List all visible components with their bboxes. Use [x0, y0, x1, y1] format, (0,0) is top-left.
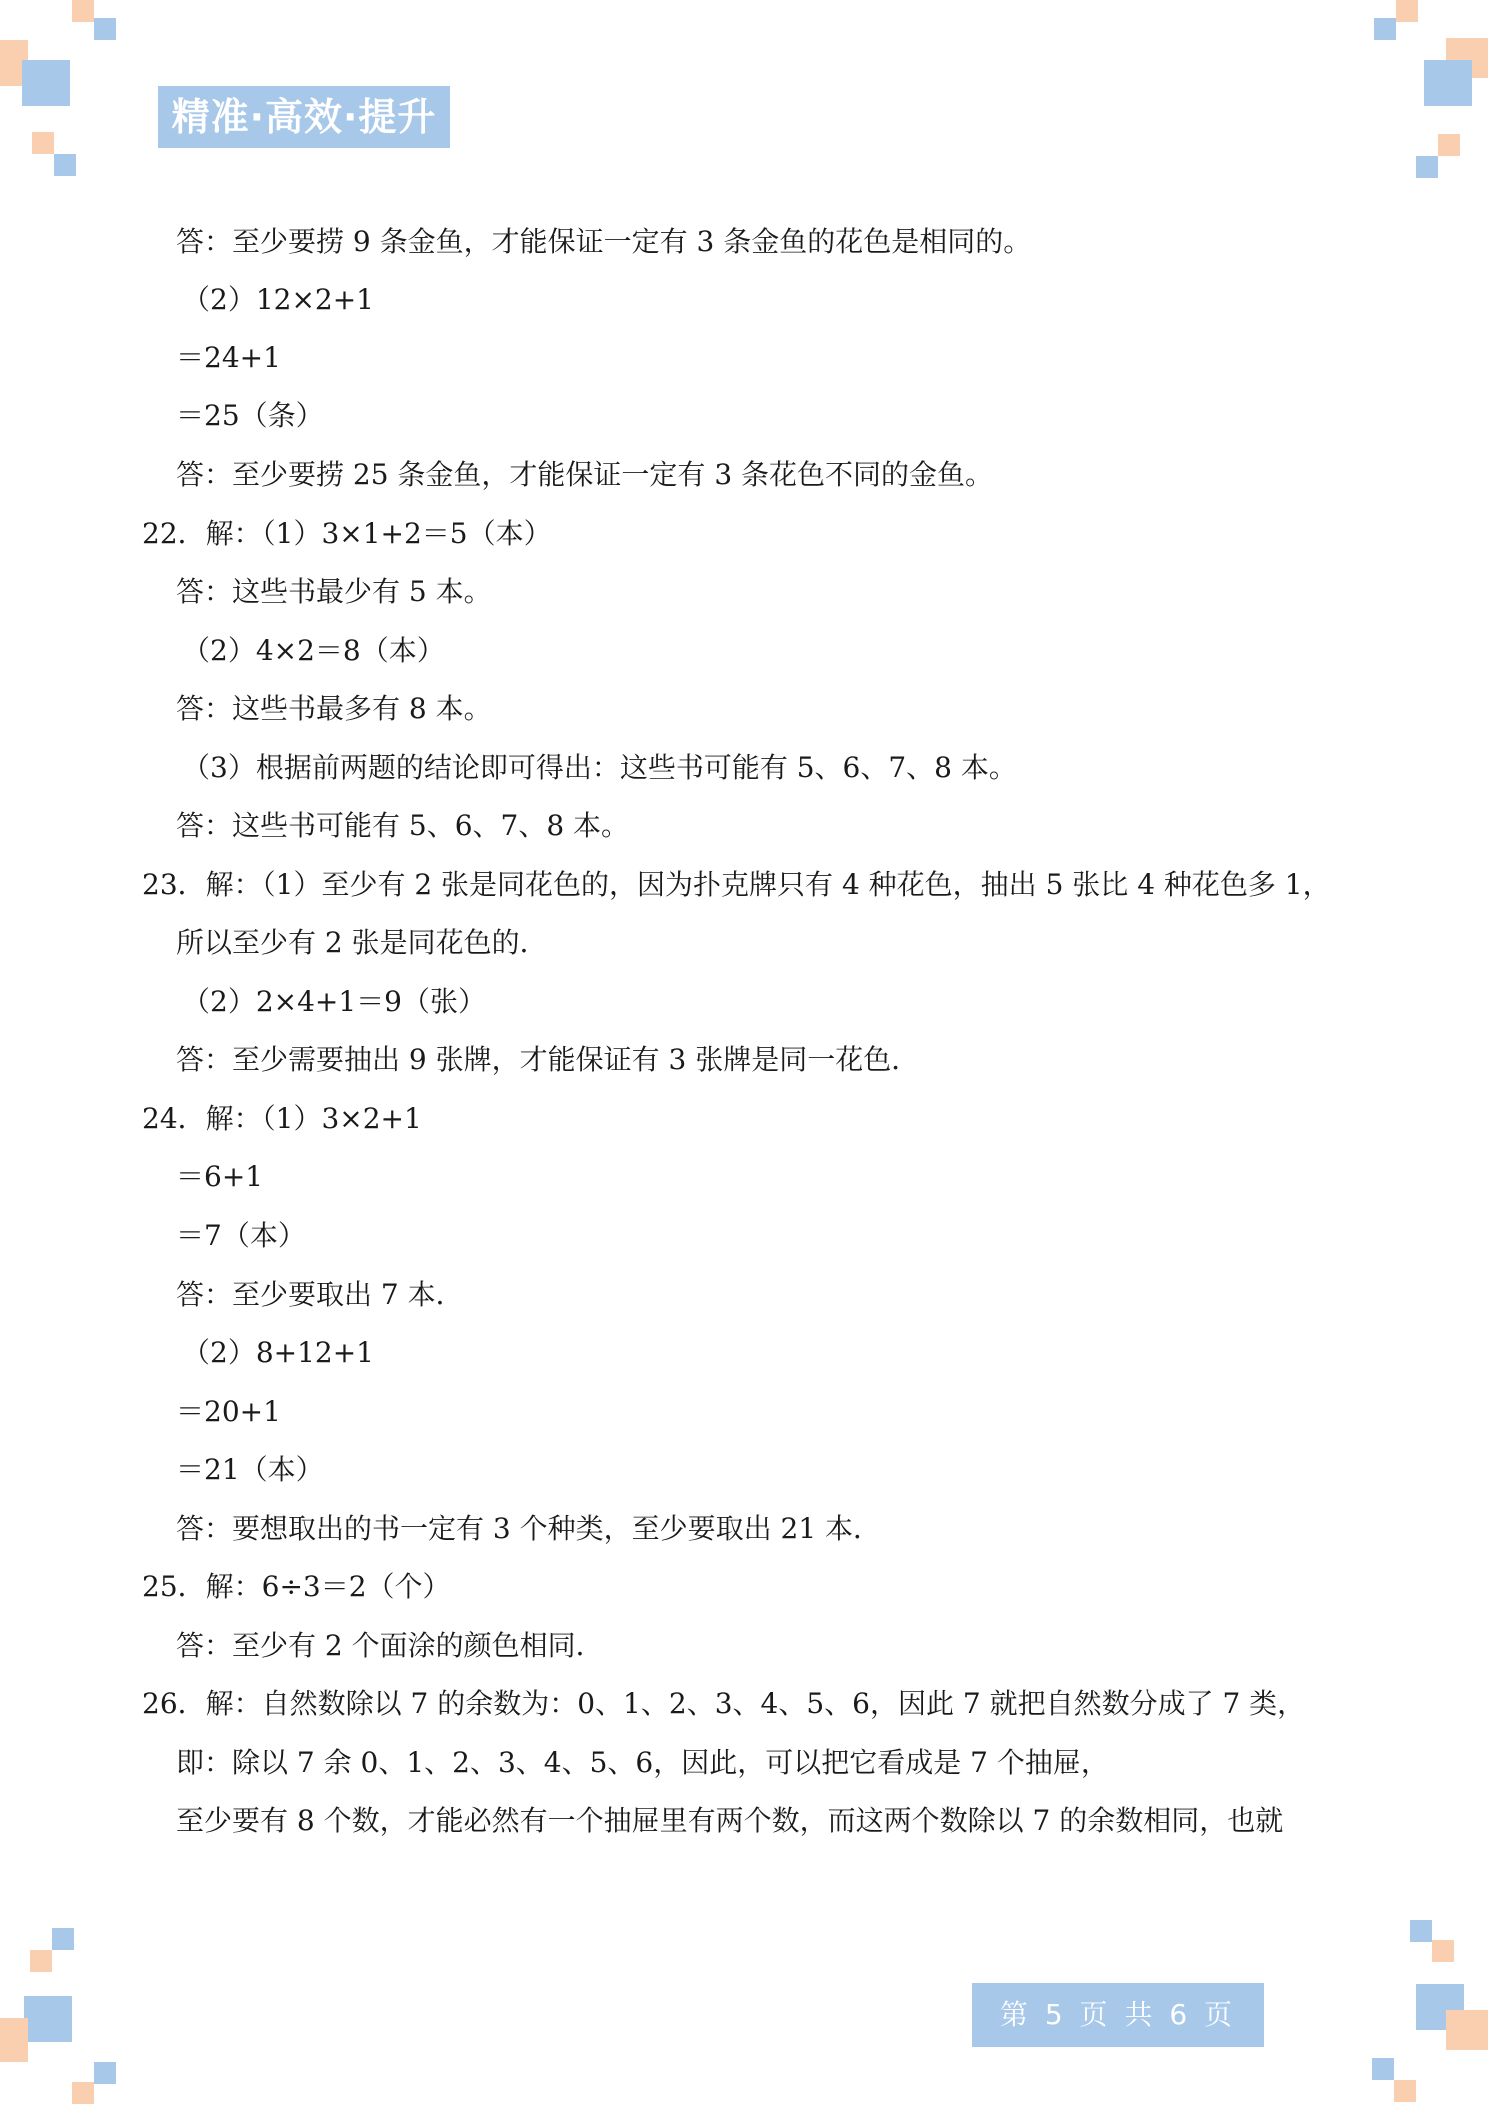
text-line: （3）根据前两题的结论即可得出：这些书可能有 5、6、7、8 本。 — [182, 751, 1017, 784]
text-line: （2）12×2+1 — [182, 283, 374, 316]
page-number-badge: 第 5 页 共 6 页 — [972, 1983, 1264, 2047]
question-heading: 24．解：（1）3×2+1 — [142, 1102, 422, 1135]
text-line: 答：这些书可能有 5、6、7、8 本。 — [176, 809, 630, 842]
question-heading: 26．解：自然数除以 7 的余数为：0、1、2、3、4、5、6，因此 7 就把自然数分成了 7 类， — [142, 1687, 1306, 1720]
text-line: 答：这些书最少有 5 本。 — [176, 575, 492, 608]
text-line: 答：至少要捞 9 条金鱼，才能保证一定有 3 条金鱼的花色是相同的。 — [176, 225, 1032, 258]
text-line: 答：要想取出的书一定有 3 个种类，至少要取出 21 本． — [176, 1512, 882, 1545]
text-line: ＝20+1 — [176, 1395, 281, 1428]
text-line: ＝21（本） — [176, 1453, 324, 1486]
text-line: （2）2×4+1＝9（张） — [182, 985, 486, 1018]
question-heading: 22．解：（1）3×1+2＝5（本） — [142, 517, 552, 550]
text-line: 即：除以 7 余 0、1、2、3、4、5、6，因此，可以把它看成是 7 个抽屉， — [176, 1746, 1109, 1779]
text-line: （2）8+12+1 — [182, 1336, 374, 1369]
text-line: （2）4×2＝8（本） — [182, 634, 445, 667]
text-line: 答：这些书最多有 8 本。 — [176, 692, 492, 725]
text-line: 答：至少要取出 7 本． — [176, 1278, 464, 1311]
text-line: 至少要有 8 个数，才能必然有一个抽屉里有两个数，而这两个数除以 7 的余数相同，也就 — [176, 1804, 1284, 1837]
text-line: 答：至少有 2 个面涂的颜色相同． — [176, 1629, 604, 1662]
text-line: 答：至少要捞 25 条金鱼，才能保证一定有 3 条花色不同的金鱼。 — [176, 458, 994, 491]
text-line: ＝7（本） — [176, 1219, 306, 1252]
text-line: ＝24+1 — [176, 341, 281, 374]
text-line: 所以至少有 2 张是同花色的． — [176, 926, 548, 959]
header-badge: 精准·高效·提升 — [158, 86, 450, 148]
text-line: ＝6+1 — [176, 1160, 264, 1193]
question-heading: 23．解：（1）至少有 2 张是同花色的，因为扑克牌只有 4 种花色，抽出 5 张比 4 种花色多 1， — [142, 868, 1331, 901]
question-heading: 25．解：6÷3＝2（个） — [142, 1570, 451, 1603]
text-line: 答：至少需要抽出 9 张牌，才能保证有 3 张牌是同一花色． — [176, 1043, 920, 1076]
text-line: ＝25（条） — [176, 399, 324, 432]
